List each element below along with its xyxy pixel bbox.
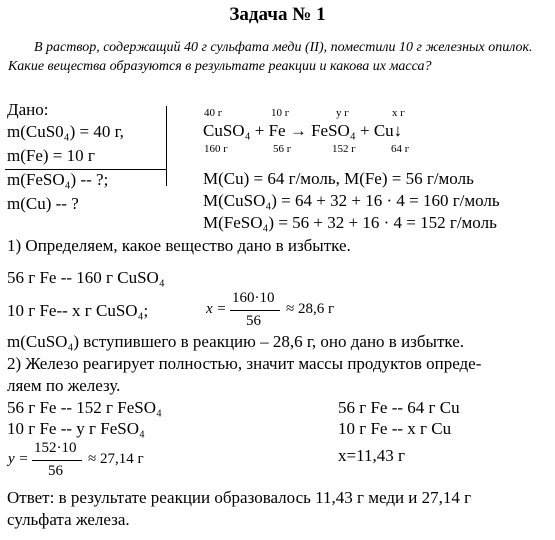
eq-bottom-label-cuso4: 160 г bbox=[204, 143, 228, 155]
step1-heading: 1) Определяем, какое вещество дано в избытке. bbox=[7, 236, 351, 255]
step2-y-lhs: y = bbox=[8, 451, 29, 467]
given-mass-fe: m(Fe) = 10 г bbox=[7, 146, 95, 165]
step2-heading-line2: ляем по железу. bbox=[7, 376, 121, 395]
answer-line1: Ответ: в результате реакции образовалось 11,43 г меди и 27,14 г bbox=[7, 488, 472, 507]
step1-proportion-1: 56 г Fe -- 160 г CuSO₄ bbox=[7, 268, 165, 287]
step1-result: ≈ 28,6 г bbox=[286, 301, 335, 317]
eq-top-label-fe: 10 г bbox=[271, 107, 290, 119]
eq-bottom-label-fe: 56 г bbox=[273, 143, 292, 155]
step2-right-line1: 56 г Fe -- 64 г Cu bbox=[338, 398, 460, 417]
eq-bottom-label-cu: 64 г bbox=[391, 143, 410, 155]
step1-denominator: 56 bbox=[246, 313, 261, 329]
step1-numerator: 160·10 bbox=[232, 290, 275, 306]
step2-left-line1: 56 г Fe -- 152 г FeSO₄ bbox=[7, 398, 162, 417]
page-title: Задача № 1 bbox=[229, 4, 326, 25]
step2-denominator: 56 bbox=[48, 463, 63, 479]
step1-fraction-bar bbox=[230, 310, 280, 311]
find-mass-cu: m(Cu) -- ? bbox=[7, 194, 79, 213]
given-label: Дано: bbox=[7, 100, 49, 119]
problem-condition: В раствор, содержащий 40 г сульфата меди (II), поместили 10 г железных опилок. Какие вещества образуются в результате реакции и какова их масса? bbox=[8, 40, 533, 74]
step1-conclusion: m(CuSO₄) вступившего в реакцию – 28,6 г, оно дано в избытке. bbox=[7, 332, 465, 351]
step2-heading-line1: 2) Железо реагирует полностью, значит массы продуктов опреде- bbox=[7, 354, 482, 373]
molar-mass-feso4: M(FeSO₄) = 56 + 32 + 16 · 4 = 152 г/моль bbox=[203, 213, 497, 232]
eq-top-label-cu: х г bbox=[392, 107, 405, 119]
answer-line2: сульфата железа. bbox=[7, 510, 130, 529]
molar-mass-cuso4: M(CuSO₄) = 64 + 32 + 16 · 4 = 160 г/моль bbox=[203, 191, 500, 210]
reaction-equation: CuSO₄ + Fe → FeSO₄ + Cu↓ bbox=[203, 121, 403, 140]
step2-right-line2: 10 г Fe -- х г Cu bbox=[338, 419, 452, 438]
molar-mass-cu-fe: M(Cu) = 64 г/моль, M(Fe) = 56 г/моль bbox=[203, 169, 474, 188]
eq-bottom-label-feso4: 152 г bbox=[332, 143, 356, 155]
eq-top-label-cuso4: 40 г bbox=[204, 107, 223, 119]
step2-result: ≈ 27,14 г bbox=[88, 451, 144, 467]
step2-formula bbox=[8, 440, 178, 484]
eq-top-label-feso4: у г bbox=[336, 107, 349, 119]
step2-numerator: 152·10 bbox=[34, 440, 77, 456]
step1-x-lhs: x = bbox=[206, 301, 227, 317]
given-mass-cuso4: m(CuS0₄) = 40 г, bbox=[7, 122, 124, 141]
step2-fraction-bar bbox=[32, 460, 82, 461]
step1-proportion-2: 10 г Fe-- х г CuSO₄; bbox=[7, 301, 149, 320]
find-mass-feso4: m(FeSO₄) -- ?; bbox=[7, 170, 109, 189]
step2-left-line2: 10 г Fe -- у г FeSO₄ bbox=[7, 419, 145, 438]
given-vertical-line bbox=[166, 106, 167, 186]
step1-formula bbox=[206, 290, 366, 334]
step2-right-result: x=11,43 г bbox=[338, 446, 405, 465]
